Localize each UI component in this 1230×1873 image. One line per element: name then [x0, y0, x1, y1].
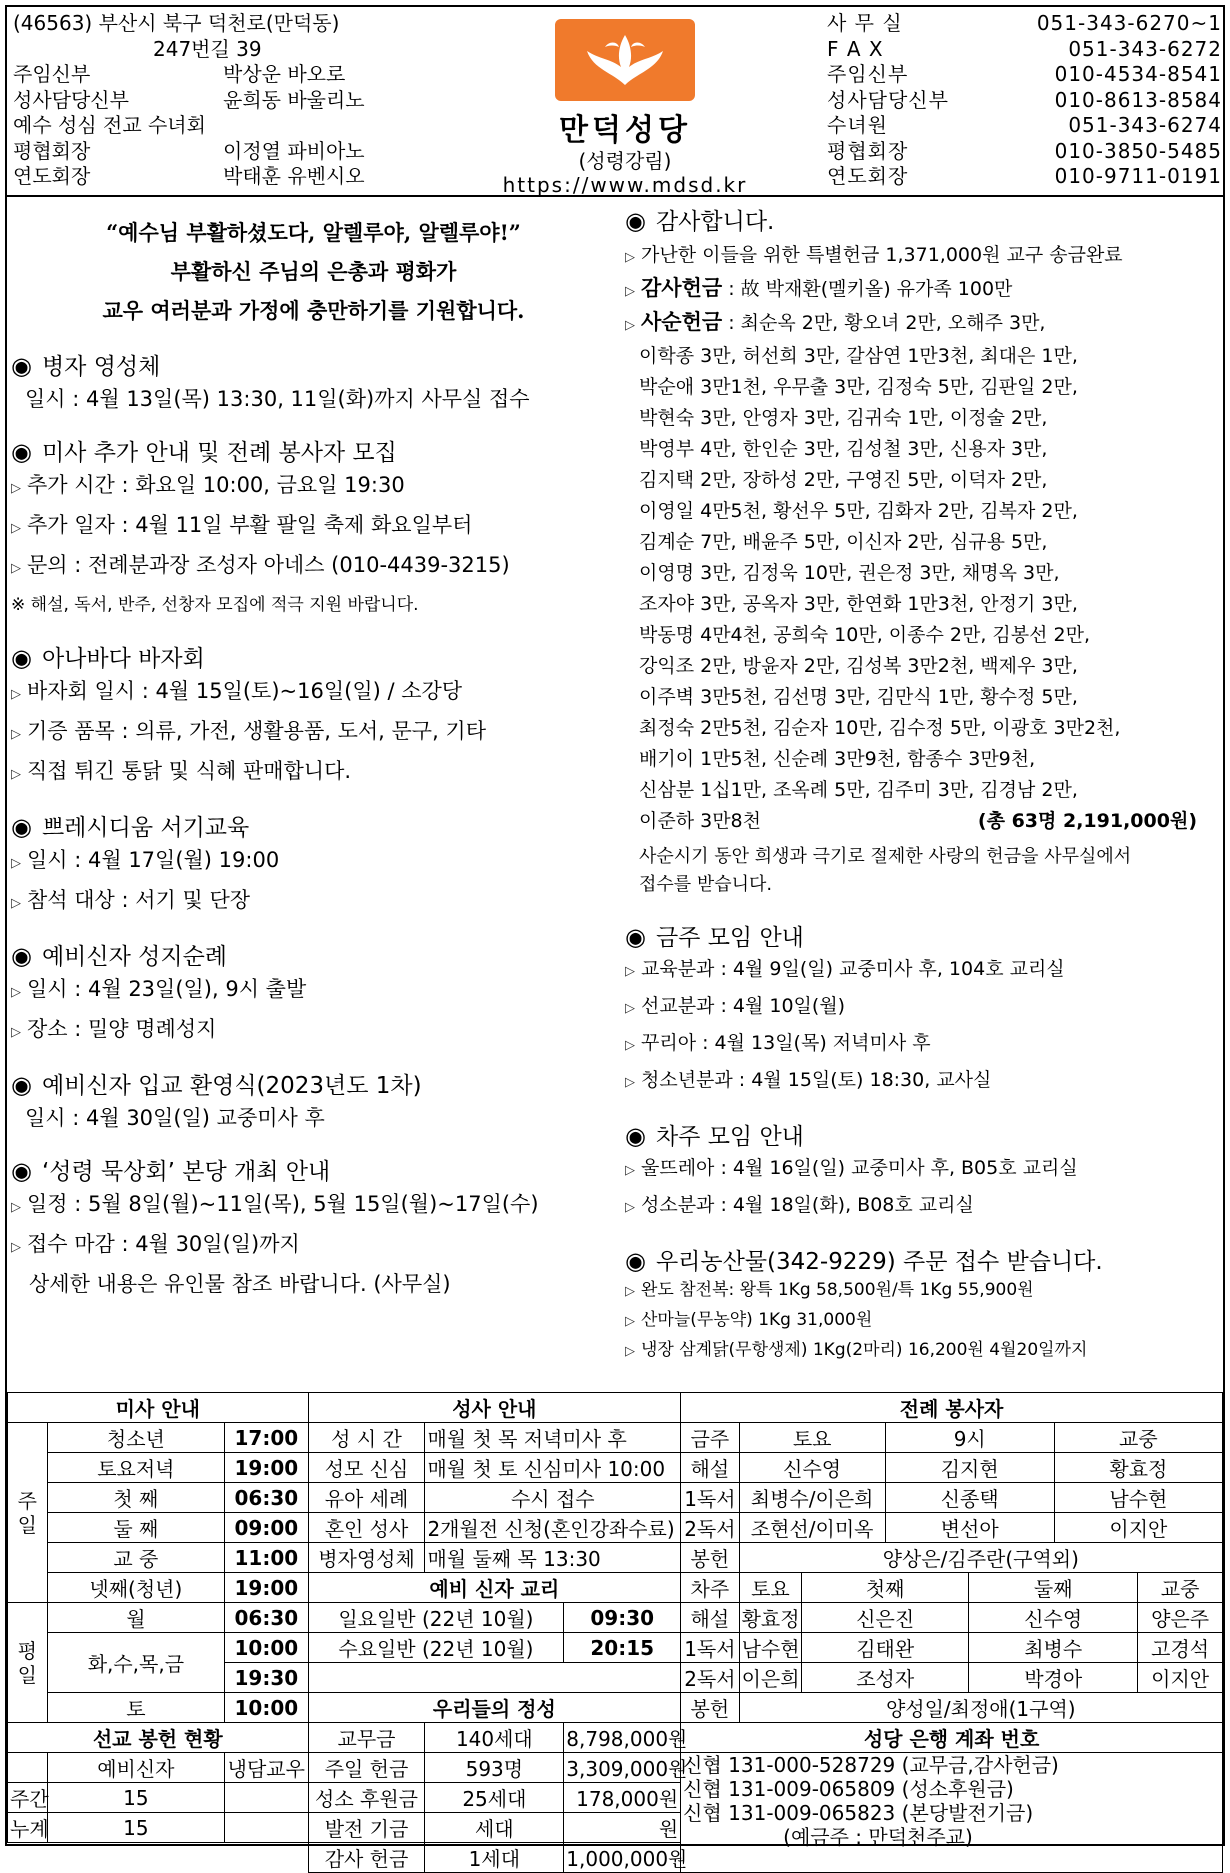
- liturgy-person: 양은주: [1138, 1603, 1223, 1633]
- liturgy-head: 첫째: [802, 1573, 969, 1603]
- info-value: 이정열 파비아노: [223, 138, 365, 163]
- triangle-bullet-icon: ▷: [625, 1344, 635, 1359]
- contact-label: 성사담당신부: [827, 87, 949, 112]
- liturgy-head: 토요: [739, 1573, 802, 1603]
- farm-line: 냉장 삼계닭(무항생제) 1Kg(2마리) 16,200원 4월20일까지: [641, 1340, 1088, 1360]
- church-name: 만덕성당: [559, 113, 691, 148]
- offering-amount: 3,309,000원: [564, 1753, 681, 1783]
- liturgy-role: 1독서: [681, 1483, 739, 1513]
- mass-name: 첫 째: [47, 1483, 224, 1513]
- bank-account-line: 신협 131-000-528729 (교무금,감사헌금): [683, 1753, 1059, 1777]
- liturgy-person: 이지안: [1138, 1663, 1223, 1693]
- mission-value: [225, 1783, 308, 1813]
- left-column: [11, 203, 616, 1303]
- liturgy-person: 신수영: [739, 1453, 885, 1483]
- thanks-line: 가난한 이들을 위한 특별헌금 1,371,000원 교구 송금완료: [641, 244, 1123, 266]
- contact-label: 연도회장: [827, 164, 909, 188]
- meeting-line: 청소년분과 : 4월 15일(토) 18:30, 교사실: [641, 1069, 992, 1091]
- triangle-bullet-icon: ▷: [11, 767, 21, 782]
- section-line: 직접 튀긴 통닭 및 식혜 판매합니다.: [27, 759, 352, 783]
- section-heading: 우리농산물(342-9229) 주문 접수 받습니다.: [655, 1249, 1103, 1275]
- contact-number: 051-343-6270~1: [1036, 11, 1222, 35]
- triangle-bullet-icon: ▷: [625, 1314, 635, 1329]
- lent-offering-line: 김계순 7만, 배윤주 5만, 이신자 2만, 심규용 5만,: [639, 531, 1048, 553]
- liturgy-person: 신은진: [802, 1603, 969, 1633]
- offering-count: 140세대: [425, 1723, 564, 1753]
- offering-name: 발전 기금: [308, 1813, 425, 1843]
- lent-offering-line: 조자야 3만, 공옥자 3만, 한연화 1만3천, 안정기 3만,: [639, 593, 1078, 615]
- info-grid: [7, 1392, 1223, 1873]
- right-column: [625, 199, 1225, 1366]
- triangle-bullet-icon: ▷: [11, 1240, 21, 1255]
- info-label: 연도회장: [13, 164, 91, 188]
- section-line: 일시 : 4월 23일(일), 9시 출발: [27, 977, 307, 1001]
- bank-account-line: 신협 131-009-065809 (성소후원금): [683, 1777, 1014, 1801]
- section-line: 참석 대상 : 서기 및 단장: [27, 888, 251, 912]
- lent-offering-line: 박순애 3만1천, 우무출 3만, 김정숙 5만, 김판일 2만,: [639, 376, 1078, 398]
- mass-table-title: 미사 안내: [8, 1393, 309, 1423]
- section-heading: 예비신자 성지순례: [41, 944, 228, 970]
- mission-head: 냉담교우: [225, 1753, 308, 1783]
- lent-offering-line: 강익조 2만, 방윤자 2만, 김성복 3만2천, 백제우 3만,: [639, 655, 1078, 677]
- mass-time: 06:30: [225, 1483, 308, 1513]
- triangle-bullet-icon: ▷: [11, 856, 21, 871]
- section-heading: 미사 추가 안내 및 전례 봉사자 모집: [41, 440, 397, 466]
- lent-offering-line: 이영일 4만5천, 황선우 5만, 김화자 2만, 김복자 2만,: [639, 500, 1078, 522]
- mission-value: 15: [47, 1813, 224, 1843]
- bullseye-icon: ◉: [11, 438, 32, 466]
- section-title: [11, 809, 616, 842]
- section-heading: 아나바다 바자회: [41, 646, 205, 672]
- sacrament-detail: 2개월전 신청(혼인강좌수료): [425, 1513, 681, 1543]
- thanks-offering-text: : 故 박재환(멜키올) 유가족 100만: [722, 278, 1013, 300]
- info-value: 박상운 바오로: [223, 62, 346, 86]
- info-label: 예수 성심 전교 수녀회: [13, 113, 206, 137]
- liturgy-person: 고경석: [1138, 1633, 1223, 1663]
- triangle-bullet-icon: ▷: [11, 687, 21, 702]
- liturgy-person: 황효정: [1054, 1453, 1222, 1483]
- section-title: [11, 1153, 616, 1186]
- section-title: [11, 640, 616, 673]
- lent-offering-line: 박동명 4만4천, 공희숙 10만, 이종수 2만, 김봉선 2만,: [639, 624, 1090, 646]
- liturgy-role: 해설: [681, 1453, 739, 1483]
- triangle-bullet-icon: ▷: [11, 1025, 21, 1040]
- contact-label: 주임신부: [827, 62, 909, 86]
- mission-value: [225, 1813, 308, 1843]
- bullseye-icon: ◉: [625, 1122, 646, 1150]
- liturgy-person: 김태완: [802, 1633, 969, 1663]
- bulletin-header: [7, 7, 1223, 197]
- catechism-time: 20:15: [564, 1633, 681, 1663]
- triangle-bullet-icon: ▷: [11, 1200, 21, 1215]
- easter-greeting: [11, 213, 616, 330]
- lent-offering-list: [625, 341, 1225, 806]
- lent-offering-line: 이영명 3만, 김정욱 10만, 권은정 3만, 채명옥 3만,: [639, 562, 1060, 584]
- greeting-line: “예수님 부활하셨도다, 알렐루야, 알렐루야!”: [106, 220, 521, 245]
- greeting-line: 교우 여러분과 가정에 충만하기를 기원합니다.: [102, 298, 525, 323]
- bullseye-icon: ◉: [625, 923, 646, 951]
- contact-label: F A X: [827, 36, 884, 61]
- bullseye-icon: ◉: [625, 207, 646, 235]
- bulletin-page: [5, 5, 1225, 1871]
- liturgy-person: 최병수/이은희: [739, 1483, 885, 1513]
- contact-label: 평협회장: [827, 138, 909, 163]
- mass-name: 화,수,목,금: [47, 1633, 224, 1693]
- empty-cell: [8, 1843, 309, 1873]
- info-value: 박태훈 유벤시오: [223, 164, 365, 188]
- liturgy-person: 김지현: [885, 1453, 1054, 1483]
- contact-number: 051-343-6274: [1068, 113, 1222, 137]
- section-heading: 차주 모임 안내: [655, 1124, 804, 1150]
- contact-label: 수녀원: [827, 113, 888, 137]
- mass-name: 월: [47, 1603, 224, 1633]
- section-title: [625, 919, 1225, 952]
- sacrament-name: 성모 신심: [308, 1453, 425, 1483]
- mass-name: 토: [47, 1693, 224, 1723]
- bullseye-icon: ◉: [11, 942, 32, 970]
- bank-accounts: [681, 1753, 1223, 1873]
- offering-count: 세대: [425, 1813, 564, 1843]
- mission-head: 예비신자: [47, 1753, 224, 1783]
- catechism-time: 09:30: [564, 1603, 681, 1633]
- farm-line: 완도 참전복: 왕특 1Kg 58,500원/특 1Kg 55,900원: [641, 1280, 1034, 1300]
- church-logo: [555, 19, 695, 101]
- mass-time: 09:00: [225, 1513, 308, 1543]
- mission-row-label: 누계: [8, 1813, 48, 1843]
- triangle-bullet-icon: ▷: [625, 1200, 635, 1215]
- triangle-bullet-icon: ▷: [11, 985, 21, 1000]
- lent-offering-line: 신삼분 1십1만, 조옥례 5만, 김주미 3만, 김경남 2만,: [639, 779, 1078, 801]
- section-line: 일시 : 4월 13일(목) 13:30, 11일(화)까지 사무실 접수: [25, 387, 530, 411]
- address-line: (46563) 부산시 북구 덕천로(만덕동): [13, 11, 340, 35]
- contact-number: 010-8613-8584: [1054, 87, 1222, 112]
- mass-time: 10:00: [225, 1633, 308, 1663]
- bullseye-icon: ◉: [625, 1247, 646, 1275]
- liturgy-role: 봉헌: [681, 1693, 739, 1723]
- section-line: 일시 : 4월 30일(일) 교중미사 후: [25, 1106, 325, 1130]
- triangle-bullet-icon: ▷: [625, 1038, 635, 1053]
- meeting-line: 꾸리아 : 4월 13일(목) 저녁미사 후: [641, 1032, 931, 1054]
- mass-name: 넷째(청년): [47, 1573, 224, 1603]
- empty-cell: [308, 1663, 681, 1693]
- mass-time: 19:30: [225, 1663, 308, 1693]
- liturgy-person: 조현선/이미옥: [739, 1513, 885, 1543]
- contact-number: 010-3850-5485: [1054, 138, 1222, 163]
- section-line: 바자회 일시 : 4월 15일(토)~16일(일) / 소강당: [27, 679, 463, 703]
- liturgy-head: 둘째: [969, 1573, 1138, 1603]
- section-line: 문의 : 전례분과장 조성자 아네스 (010-4439-3215): [27, 553, 510, 577]
- triangle-bullet-icon: ▷: [625, 1075, 635, 1090]
- lent-offering-line: 이학종 3만, 허선희 3만, 갈삼연 1만3천, 최대은 1만,: [639, 345, 1078, 367]
- section-heading: 쁘레시디움 서기교육: [41, 815, 250, 841]
- liturgy-person: 조성자: [802, 1663, 969, 1693]
- section-line: 장소 : 밀양 명례성지: [27, 1017, 217, 1041]
- liturgy-this-week-label: 금주: [681, 1423, 739, 1453]
- section-heading: 병자 영성체: [41, 354, 161, 380]
- offering-amount: 178,000원: [564, 1783, 681, 1813]
- sacrament-detail: 수시 접수: [425, 1483, 681, 1513]
- lent-offering-total: (총 63명 2,191,000원): [977, 810, 1197, 832]
- section-title: [625, 1243, 1225, 1276]
- liturgy-person: 변선아: [885, 1513, 1054, 1543]
- section-heading: ‘성령 묵상회’ 본당 개최 안내: [41, 1159, 331, 1185]
- liturgy-table-title: 전례 봉사자: [681, 1393, 1223, 1423]
- mass-time: 19:00: [225, 1573, 308, 1603]
- section-line: 일시 : 4월 17일(월) 19:00: [27, 848, 280, 872]
- lent-offering-line: 이주벽 3만5천, 김선명 3만, 김만식 1만, 황수정 5만,: [639, 686, 1078, 708]
- triangle-bullet-icon: ▷: [625, 318, 635, 333]
- liturgy-person: 신수영: [969, 1603, 1138, 1633]
- info-label: 성사담당신부: [13, 87, 129, 112]
- section-line: 접수 마감 : 4월 30일(일)까지: [27, 1232, 300, 1256]
- section-title: [625, 1118, 1225, 1151]
- mass-name: 토요저녁: [47, 1453, 224, 1483]
- mass-time: 11:00: [225, 1543, 308, 1573]
- liturgy-role: 봉헌: [681, 1543, 739, 1573]
- liturgy-role: 해설: [681, 1603, 739, 1633]
- bank-title: 성당 은행 계좌 번호: [681, 1723, 1223, 1753]
- bullseye-icon: ◉: [11, 644, 32, 672]
- bank-account-holder: (예금주 : 만덕천주교): [783, 1825, 973, 1849]
- contact-number: 010-4534-8541: [1054, 62, 1222, 86]
- info-label: 주임신부: [13, 62, 91, 86]
- triangle-bullet-icon: ▷: [11, 481, 21, 496]
- meeting-line: 선교분과 : 4월 10일(월): [641, 995, 846, 1017]
- lent-note: 사순시기 동안 희생과 극기로 절제한 사랑의 헌금을 사무실에서 접수를 받습니다.: [639, 846, 1132, 895]
- contact-number: 010-9711-0191: [1054, 164, 1222, 188]
- triangle-bullet-icon: ▷: [11, 521, 21, 536]
- section-title: [625, 203, 1225, 236]
- offering-count: 593명: [425, 1753, 564, 1783]
- mass-name: 교 중: [47, 1543, 224, 1573]
- lent-offering-line: 최정숙 2만5천, 김순자 10만, 김수정 5만, 이광호 3만2천,: [639, 717, 1121, 739]
- triangle-bullet-icon: ▷: [625, 1163, 635, 1178]
- bank-account-line: 신협 131-009-065823 (본당발전기금): [683, 1801, 1034, 1825]
- weekday-label: 평 일: [8, 1603, 48, 1723]
- liturgy-role: 2독서: [681, 1513, 739, 1543]
- offering-name: 성소 후원금: [308, 1783, 425, 1813]
- section-line: 기증 품목 : 의류, 가전, 생활용품, 도서, 문구, 기타: [27, 719, 487, 743]
- offering-title: 우리들의 정성: [308, 1693, 681, 1723]
- header-left-info: [13, 11, 533, 190]
- lent-offering-label: 사순헌금: [641, 310, 723, 334]
- liturgy-person: 박경아: [969, 1663, 1138, 1693]
- sacrament-name: 혼인 성사: [308, 1513, 425, 1543]
- liturgy-role: 1독서: [681, 1633, 739, 1663]
- mission-value: 15: [47, 1783, 224, 1813]
- section-line: 상세한 내용은 유인물 참조 바랍니다. (사무실): [29, 1272, 451, 1296]
- offering-name: 주일 헌금: [308, 1753, 425, 1783]
- dove-flame-icon: [583, 33, 667, 87]
- lent-offering-line: 박현숙 3만, 안영자 3만, 김귀숙 1만, 이정술 2만,: [639, 407, 1048, 429]
- offering-amount: 1,000,000원: [564, 1843, 681, 1873]
- liturgy-person: 남수현: [739, 1633, 802, 1663]
- offering-count: 1세대: [425, 1843, 564, 1873]
- offering-count: 25세대: [425, 1783, 564, 1813]
- triangle-bullet-icon: ▷: [625, 964, 635, 979]
- info-label: 평협회장: [13, 138, 91, 163]
- sacrament-detail: 매월 첫 목 저녁미사 후: [425, 1423, 681, 1453]
- sacrament-name: 유아 세례: [308, 1483, 425, 1513]
- catechism-class: 일요일반 (22년 10월): [308, 1603, 564, 1633]
- sunday-label: 주 일: [8, 1423, 48, 1603]
- section-heading: 감사합니다.: [655, 209, 775, 235]
- triangle-bullet-icon: ▷: [11, 727, 21, 742]
- thanks-offering-label: 감사헌금: [641, 276, 723, 300]
- catechism-title: 예비 신자 교리: [308, 1573, 681, 1603]
- liturgy-head: 교중: [1138, 1573, 1223, 1603]
- address-line-2: 247번길 39: [153, 36, 262, 61]
- church-logo-block: [485, 19, 765, 197]
- lent-offering-line: 김지택 2만, 장하성 2만, 구영진 5만, 이덕자 2만,: [639, 469, 1048, 491]
- meeting-line: 울뜨레아 : 4월 16일(일) 교중미사 후, B05호 교리실: [641, 1157, 1078, 1179]
- header-right-contacts: [827, 11, 1222, 190]
- church-url-link[interactable]: https://www.mdsd.kr: [502, 173, 748, 197]
- liturgy-head: 9시: [885, 1423, 1054, 1453]
- triangle-bullet-icon: ▷: [11, 561, 21, 576]
- lent-offering-line: 이준하 3만8천: [639, 810, 761, 832]
- section-title: [11, 434, 616, 467]
- sacrament-detail: 매월 첫 토 신심미사 10:00: [425, 1453, 681, 1483]
- liturgy-person: 이지안: [1054, 1513, 1222, 1543]
- sacrament-name: 성 시 간: [308, 1423, 425, 1453]
- mass-time: 06:30: [225, 1603, 308, 1633]
- info-value: 윤희동 바울리노: [223, 87, 365, 112]
- triangle-bullet-icon: ▷: [625, 250, 635, 265]
- mass-name: 청소년: [47, 1423, 224, 1453]
- liturgy-head: 교중: [1054, 1423, 1222, 1453]
- section-heading: 금주 모임 안내: [655, 925, 804, 951]
- sacrament-table-title: 성사 안내: [308, 1393, 681, 1423]
- mission-row-label: 주간: [8, 1783, 48, 1813]
- triangle-bullet-icon: ▷: [11, 896, 21, 911]
- lent-offering-line: : 최순옥 2만, 황오녀 2만, 오해주 3만,: [722, 312, 1046, 334]
- liturgy-person: 신종택: [885, 1483, 1054, 1513]
- section-line: 추가 일자 : 4월 11일 부활 팔일 축제 화요일부터: [27, 513, 473, 537]
- meeting-line: 교육분과 : 4월 9일(일) 교중미사 후, 104호 교리실: [641, 958, 1065, 980]
- lent-offering-line: 배기이 1만5천, 신순례 3만9천, 함종수 3만9천,: [639, 748, 1036, 770]
- offering-name: 교무금: [308, 1723, 425, 1753]
- liturgy-next-week-label: 차주: [681, 1573, 739, 1603]
- church-subtitle: (성령강림): [578, 149, 672, 173]
- mass-time: 10:00: [225, 1693, 308, 1723]
- triangle-bullet-icon: ▷: [625, 1001, 635, 1016]
- contact-label: 사 무 실: [827, 11, 903, 35]
- mass-name: 둘 째: [47, 1513, 224, 1543]
- section-title: [11, 938, 616, 971]
- liturgy-person: 양상은/김주란(구역외): [739, 1543, 1222, 1573]
- liturgy-person: 양성일/최정애(1구역): [739, 1693, 1222, 1723]
- offering-amount: 8,798,000원: [564, 1723, 681, 1753]
- liturgy-person: 남수현: [1054, 1483, 1222, 1513]
- catechism-class: 수요일반 (22년 10월): [308, 1633, 564, 1663]
- triangle-bullet-icon: ▷: [625, 284, 635, 299]
- triangle-bullet-icon: ▷: [625, 1284, 635, 1299]
- mass-time: 19:00: [225, 1453, 308, 1483]
- offering-name: 감사 헌금: [308, 1843, 425, 1873]
- liturgy-head: 토요: [739, 1423, 885, 1453]
- section-note: ※ 해설, 독서, 반주, 선창자 모집에 적극 지원 바랍니다.: [11, 595, 419, 615]
- contact-number: 051-343-6272: [1068, 36, 1222, 61]
- bullseye-icon: ◉: [11, 813, 32, 841]
- sacrament-detail: 매월 둘째 목 13:30: [425, 1543, 681, 1573]
- bullseye-icon: ◉: [11, 352, 32, 380]
- mass-time: 17:00: [225, 1423, 308, 1453]
- meeting-line: 성소분과 : 4월 18일(화), B08호 교리실: [641, 1194, 974, 1216]
- offering-amount: 원: [564, 1813, 681, 1843]
- liturgy-person: 황효정: [739, 1603, 802, 1633]
- empty-cell: [8, 1753, 48, 1783]
- section-line: 추가 시간 : 화요일 10:00, 금요일 19:30: [27, 473, 405, 497]
- section-title: [11, 1067, 616, 1100]
- section-heading: 예비신자 입교 환영식(2023년도 1차): [41, 1073, 422, 1099]
- greeting-line: 부활하신 주님의 은총과 평화가: [170, 259, 457, 284]
- section-line: 일정 : 5월 8일(월)~11일(목), 5월 15일(월)~17일(수): [27, 1192, 539, 1216]
- bullseye-icon: ◉: [11, 1071, 32, 1099]
- lent-offering-line: 박영부 4만, 한인순 3만, 김성철 3만, 신용자 3만,: [639, 438, 1048, 460]
- liturgy-person: 최병수: [969, 1633, 1138, 1663]
- liturgy-person: 이은희: [739, 1663, 802, 1693]
- liturgy-role: 2독서: [681, 1663, 739, 1693]
- bullseye-icon: ◉: [11, 1157, 32, 1185]
- farm-line: 산마늘(무농약) 1Kg 31,000원: [641, 1310, 873, 1330]
- section-title: [11, 348, 616, 381]
- mission-title: 선교 봉헌 현황: [8, 1723, 309, 1753]
- sacrament-name: 병자영성체: [308, 1543, 425, 1573]
